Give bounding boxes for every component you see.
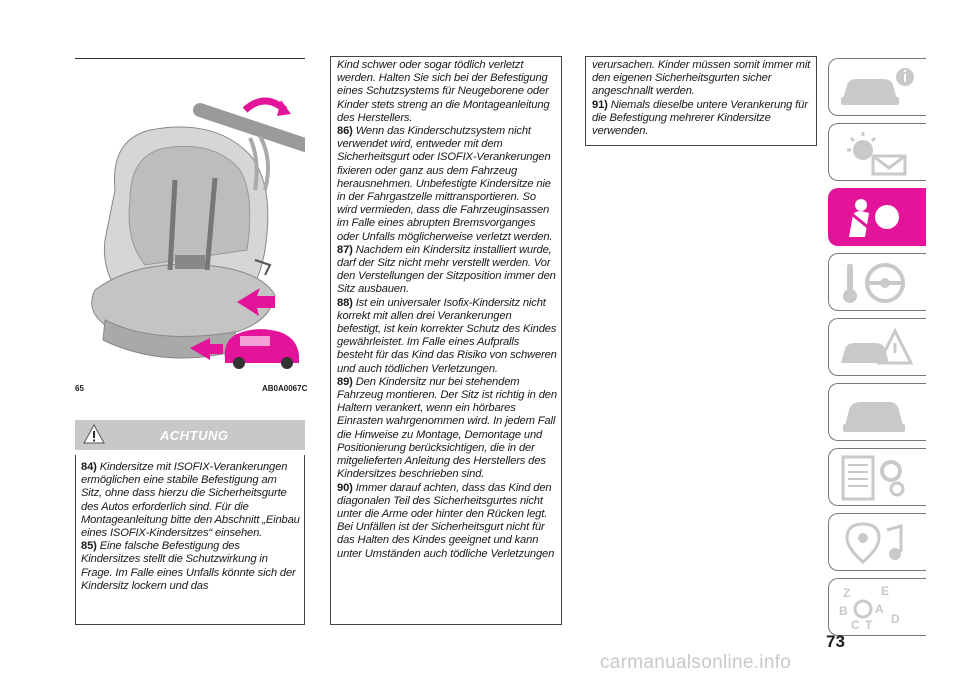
top-rule xyxy=(75,58,305,59)
tab-starting-driving[interactable] xyxy=(828,253,926,311)
warning-item-86: 86) Wenn das Kinderschutzsystem nicht verwendet wird, entweder mit dem Sicherheitsgurt oder ISOFIX-Verankerungen fixieren oder ganz aus dem Fahrzeug herausnehmen. Unbefestigte Kindersitze nie in der Fahrgastzelle mittransportieren. So wird vermieden, dass die Fahrzeuginsassen im Falle eines abrupten Bremsvorganges oder Unfalls möglicherweise verletzt werden. xyxy=(337,125,553,243)
warning-lights-icon xyxy=(835,128,915,178)
seat-airbag-icon xyxy=(835,193,915,243)
watermark: carmanualsonline.info xyxy=(600,652,792,673)
specs-gear-icon xyxy=(835,453,915,503)
svg-text:A: A xyxy=(875,602,884,616)
tab-index[interactable] xyxy=(828,578,926,636)
svg-text:D: D xyxy=(891,612,900,626)
warning-item-88: 88) Ist ein universaler Isofix-Kindersitz nicht korrekt mit allen drei Verankerungen befestigt, ist kein korrekter Schutz des Kindes gewährleistet. Im Falle eines Aufpralls besteht für das Kind das Risiko von schweren und auch tödlichen Verletzungen. xyxy=(337,296,557,375)
warning-column-2 xyxy=(330,56,562,625)
page-number: 73 xyxy=(826,632,845,651)
figure-code: AB0A0067C xyxy=(262,384,308,393)
continued-text: verursachen. Kinder müssen somit immer mit den eigenen Sicherheitsgurten sicher angeschnallt werden. xyxy=(592,59,811,98)
figure-number: 65 xyxy=(75,384,84,393)
index-letters-icon xyxy=(835,583,915,633)
child-seat-illustration xyxy=(75,70,305,382)
warning-item-85: 85) Eine falsche Befestigung des Kindersitzes stellt die Schutzwirkung in Frage. Im Falle eines Unfalls könnte sich der Kindersitz lockern und das xyxy=(81,540,296,592)
continued-text: Kind schwer oder sogar tödlich verletzt werden. Halten Sie sich bei der Befestigung eines Schutzsystems für Neugeborene oder Kinder stets streng an die Montageanleitung des Herstellers. xyxy=(337,59,550,124)
svg-text:E: E xyxy=(881,584,890,598)
svg-text:B: B xyxy=(839,604,848,618)
svg-text:T: T xyxy=(865,618,873,632)
car-service-icon xyxy=(835,388,915,438)
warning-triangle-icon xyxy=(83,423,105,445)
warning-title: ACHTUNG xyxy=(160,428,229,443)
tab-car-info[interactable] xyxy=(828,58,926,116)
warning-item-84: 84) Kindersitze mit ISOFIX-Verankerungen ermöglichen eine stabile Befestigung am Sitz, ohne dass hierzu die Sicherheitsgurte des Autos erforderlich sind. Für die Montageanleitung bitte den Abschnitt „Einbau eines ISOFIX-Kindersitzes“ einsehen. xyxy=(81,461,300,540)
key-steering-icon xyxy=(835,258,915,308)
breakdown-icon xyxy=(835,323,915,373)
warning-item-89: 89) Den Kindersitz nur bei stehendem Fahrzeug montieren. Der Sitz ist richtig in den Haltern verankert, wenn ein hörbares Einrasten wahrgenommen wird. In jedem Fall die Hinweise zu Montage, Demontage und Positionierung berücksichtigen, die in der mitgelieferten Anleitung des Herstellers des Kindersitzes beschrieben sind. xyxy=(337,375,557,481)
warning-column-1 xyxy=(75,455,305,625)
warning-column-3 xyxy=(585,56,817,146)
tab-warning-lights[interactable] xyxy=(828,123,926,181)
tab-multimedia[interactable] xyxy=(828,513,926,571)
tab-emergency[interactable] xyxy=(828,318,926,376)
tab-safety[interactable] xyxy=(828,188,926,246)
warning-item-90: 90) Immer darauf achten, dass das Kind den diagonalen Teil des Sicherheitsgurtes nicht unter die Arme oder hinter den Rücken legt. Bei Unfällen ist der Sicherheitsgurt nicht für das Halten des Kindes geeignet und kann unter Umständen auch tödliche Verletzungen xyxy=(337,481,555,560)
car-info-icon xyxy=(835,63,915,113)
warning-item-91: 91) Niemals dieselbe untere Verankerung für die Befestigung mehrerer Kindersitze verwenden. xyxy=(592,98,808,138)
tab-maintenance[interactable] xyxy=(828,383,926,441)
tab-technical-data[interactable] xyxy=(828,448,926,506)
warning-item-87: 87) Nachdem ein Kindersitz installiert wurde, darf der Sitz nicht mehr verstellt werden. Vor den Verstellungen der Sitzposition immer den Sitz ausbauen. xyxy=(337,243,556,296)
svg-text:C: C xyxy=(851,618,860,632)
svg-text:Z: Z xyxy=(843,586,851,600)
multimedia-icon xyxy=(835,518,915,568)
